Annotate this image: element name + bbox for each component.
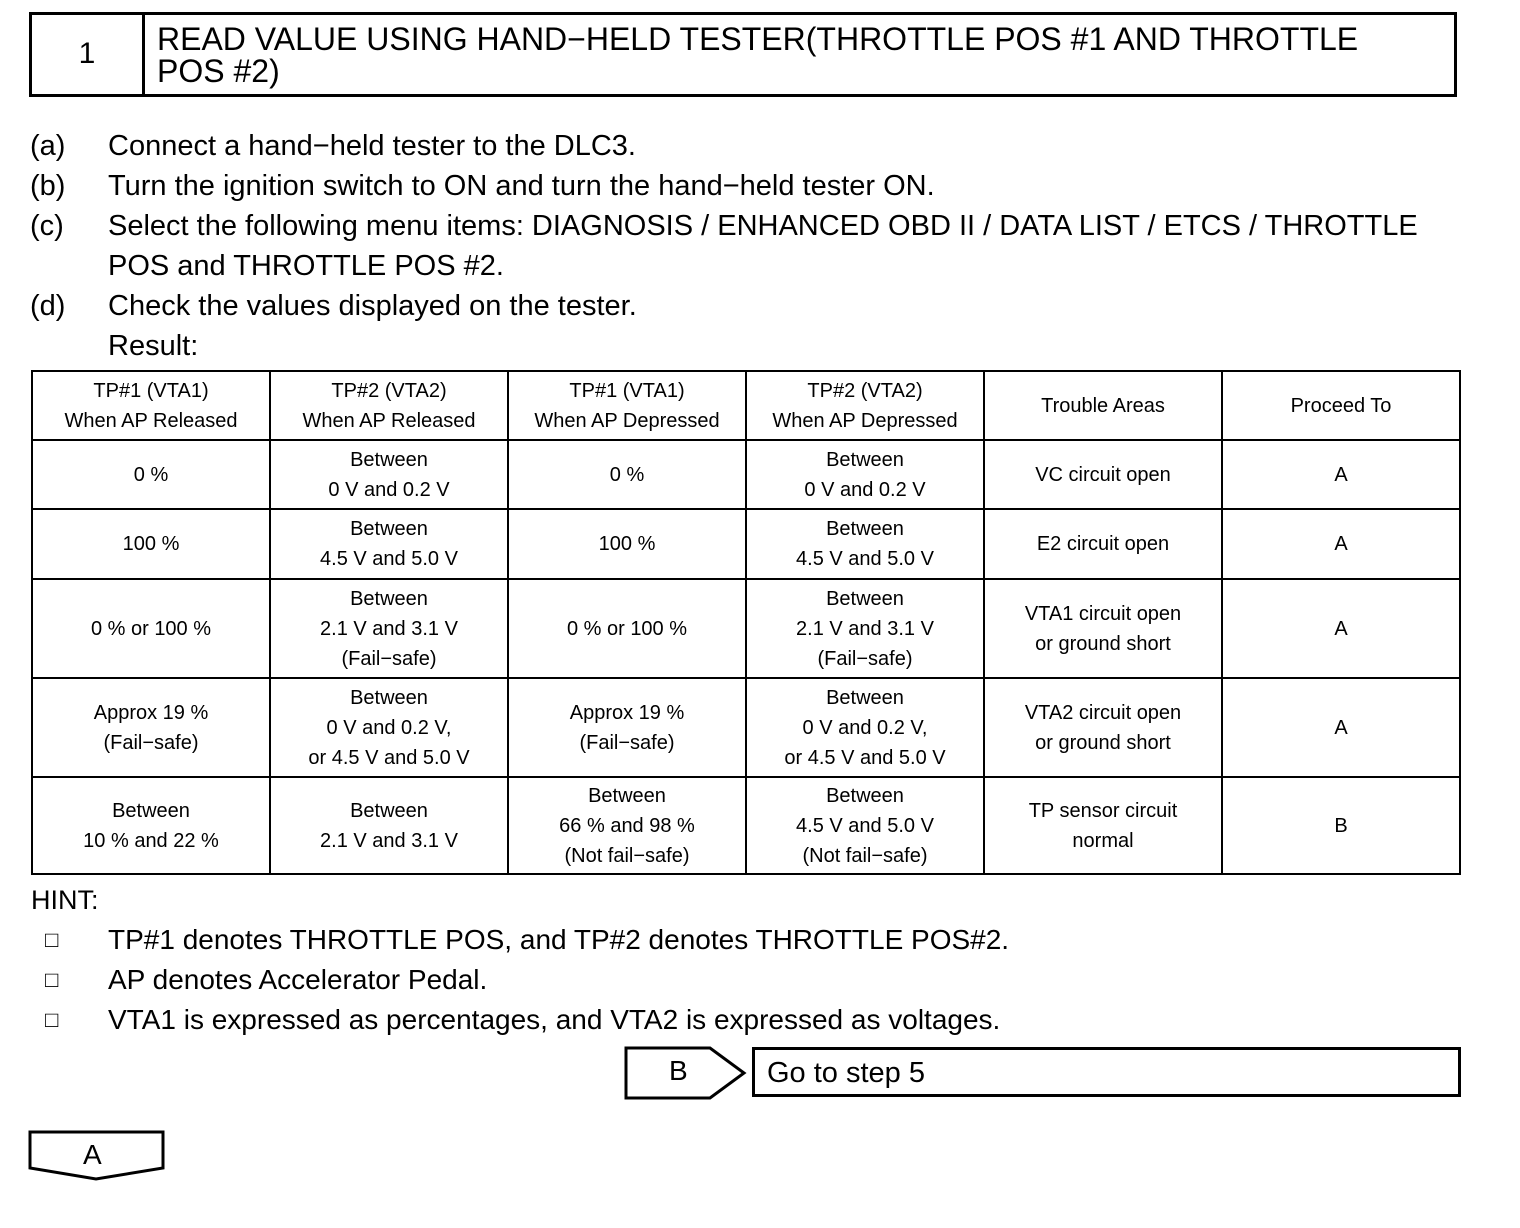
cell-line: (Fail−safe) [103, 731, 199, 754]
header-line: When AP Released [302, 409, 476, 432]
cell-line: Between [112, 799, 190, 822]
instruction-item [30, 126, 1470, 166]
cell-line: 0 V and 0.2 V [328, 478, 450, 501]
table-row [32, 509, 1460, 579]
table-cell [1222, 579, 1460, 678]
cell-line: (Not fail−safe) [564, 844, 690, 867]
table-row [32, 440, 1460, 509]
table-row [32, 777, 1460, 874]
hint-item [31, 960, 1009, 1000]
cell-line: 0 V and 0.2 V [804, 478, 926, 501]
table-cell [270, 579, 508, 678]
table-cell [1222, 777, 1460, 874]
table-cell [508, 509, 746, 579]
instruction-letter: (a) [30, 130, 66, 162]
cell-line: or 4.5 V and 5.0 V [784, 746, 946, 769]
cell-line: Between [350, 799, 428, 822]
header-line: TP#1 (VTA1) [569, 379, 685, 402]
cell-line: A [1334, 533, 1348, 555]
cell-line: Between [826, 518, 904, 540]
cell-line: VTA1 circuit open [1024, 602, 1182, 625]
instruction-text: Select the following menu items: DIAGNOSIS / ENHANCED OBD II / DATA LIST / ETCS / THROTTLE POS and THROTTLE POS #2. [108, 210, 1418, 282]
table-cell [1222, 440, 1460, 509]
header-line: TP#2 (VTA2) [807, 379, 923, 402]
table-cell [270, 678, 508, 777]
cell-line: 4.5 V and 5.0 V [796, 814, 934, 837]
table-cell [746, 678, 984, 777]
instruction-letter: (d) [30, 290, 66, 322]
instruction-letter: (c) [30, 210, 64, 242]
cell-line: (Fail−safe) [817, 647, 913, 670]
cell-line: VTA2 circuit open [1024, 701, 1182, 724]
hint-section [31, 880, 1009, 1040]
cell-line: (Not fail−safe) [802, 844, 928, 867]
cell-line: 4.5 V and 5.0 V [320, 548, 458, 570]
table-cell [746, 440, 984, 509]
cell-line: B [1334, 814, 1348, 837]
table-cell [32, 678, 270, 777]
table-header-cell [508, 371, 746, 440]
header-line: Trouble Areas [1041, 394, 1165, 417]
table-cell [984, 440, 1222, 509]
cell-line: 0 % [609, 463, 645, 486]
cell-line: A [1334, 617, 1348, 640]
cell-line: Between [350, 686, 428, 709]
cell-line: 100 % [122, 533, 180, 555]
hint-label: HINT: [31, 885, 99, 915]
hint-text: VTA1 is expressed as percentages, and VTA2 is expressed as voltages. [108, 1004, 1001, 1035]
cell-line: 2.1 V and 3.1 V [320, 617, 458, 640]
table-cell [508, 777, 746, 874]
table-header-cell [1222, 371, 1460, 440]
table-cell [984, 777, 1222, 874]
table-cell [32, 440, 270, 509]
instruction-text: Connect a hand−held tester to the DLC3. [108, 130, 636, 162]
table-cell [984, 509, 1222, 579]
cell-line: Between [350, 448, 428, 471]
cell-line: 2.1 V and 3.1 V [796, 617, 934, 640]
cell-line: 0 % [133, 463, 169, 486]
table-cell [32, 579, 270, 678]
cell-line: Between [350, 587, 428, 610]
goto-step-box[interactable]: Go to step 5 [752, 1047, 1461, 1097]
cell-line: Between [826, 448, 904, 471]
table-cell [270, 777, 508, 874]
table-cell [508, 678, 746, 777]
table-header-cell [984, 371, 1222, 440]
step-header [29, 12, 1457, 97]
instruction-text: Turn the ignition switch to ON and turn the hand−held tester ON. [108, 170, 935, 202]
proceed-b-label: B [669, 1055, 688, 1086]
header-line: TP#2 (VTA2) [331, 379, 447, 402]
hint-text: TP#1 denotes THROTTLE POS, and TP#2 denotes THROTTLE POS#2. [108, 924, 1010, 955]
cell-line: Between [588, 784, 666, 807]
proceed-b-arrow[interactable] [624, 1046, 748, 1105]
proceed-a-arrow[interactable] [28, 1130, 166, 1187]
instruction-letter: (b) [30, 170, 66, 202]
cell-line: Between [350, 518, 428, 540]
table-cell [746, 579, 984, 678]
table-cell [984, 678, 1222, 777]
cell-line: 0 % or 100 % [90, 617, 212, 640]
instruction-text: Check the values displayed on the tester. [108, 290, 637, 322]
table-cell [32, 509, 270, 579]
cell-line: normal [1072, 829, 1134, 852]
instruction-item [30, 206, 1470, 286]
table-cell [508, 579, 746, 678]
step-number: 1 [32, 15, 145, 94]
cell-line: Between [826, 784, 904, 807]
cell-line: or ground short [1035, 731, 1171, 754]
cell-line: E2 circuit open [1036, 533, 1170, 555]
cell-line: (Fail−safe) [579, 731, 675, 754]
cell-line: Between [826, 686, 904, 709]
hint-item [31, 1000, 1009, 1040]
checkbox-bullet-icon: □ [45, 967, 59, 992]
instructions [30, 126, 1470, 366]
cell-line: 4.5 V and 5.0 V [796, 548, 934, 570]
table-row [32, 579, 1460, 678]
cell-line: 0 V and 0.2 V, [326, 716, 452, 739]
cell-line: or 4.5 V and 5.0 V [308, 746, 470, 769]
checkbox-bullet-icon: □ [45, 1007, 59, 1032]
table-header-cell [32, 371, 270, 440]
table-cell [270, 440, 508, 509]
results-table [31, 370, 1461, 875]
table-body [32, 440, 1460, 874]
result-label: Result: [108, 330, 199, 362]
table-cell [1222, 678, 1460, 777]
cell-line: or ground short [1035, 632, 1171, 655]
table-cell [32, 777, 270, 874]
header-line: TP#1 (VTA1) [93, 379, 209, 402]
header-line: When AP Released [64, 409, 238, 432]
cell-line: Approx 19 % [569, 701, 685, 724]
hint-text: AP denotes Accelerator Pedal. [108, 964, 488, 995]
hint-item [31, 920, 1009, 960]
table-header-row [32, 371, 1460, 440]
cell-line: 0 V and 0.2 V, [802, 716, 928, 739]
step-title-line: POS #2) [157, 53, 280, 89]
header-line: Proceed To [1290, 394, 1392, 417]
table-header-cell [270, 371, 508, 440]
cell-line: 0 % or 100 % [566, 617, 688, 640]
table-cell [984, 579, 1222, 678]
table-cell [746, 777, 984, 874]
cell-line: 2.1 V and 3.1 V [320, 829, 458, 852]
cell-line: (Fail−safe) [341, 647, 437, 670]
header-line: When AP Depressed [534, 409, 720, 432]
table-header-cell [746, 371, 984, 440]
instruction-item [30, 166, 1470, 206]
cell-line: Approx 19 % [93, 701, 209, 724]
table-row [32, 678, 1460, 777]
proceed-a-label: A [83, 1139, 102, 1170]
header-line: When AP Depressed [772, 409, 958, 432]
table-cell [508, 440, 746, 509]
table-cell [746, 509, 984, 579]
table-cell [270, 509, 508, 579]
cell-line: VC circuit open [1035, 463, 1171, 486]
step-title [145, 15, 1454, 94]
cell-line: 100 % [598, 533, 656, 555]
instruction-item [30, 286, 1470, 326]
cell-line: TP sensor circuit [1028, 799, 1178, 822]
cell-line: 10 % and 22 % [83, 829, 219, 852]
cell-line: Between [826, 587, 904, 610]
checkbox-bullet-icon: □ [45, 927, 59, 952]
cell-line: A [1334, 716, 1348, 739]
table-cell [1222, 509, 1460, 579]
cell-line: A [1334, 463, 1348, 486]
cell-line: 66 % and 98 % [559, 814, 695, 837]
step-title-line: READ VALUE USING HAND−HELD TESTER(THROTTLE POS #1 AND THROTTLE [157, 21, 1359, 57]
